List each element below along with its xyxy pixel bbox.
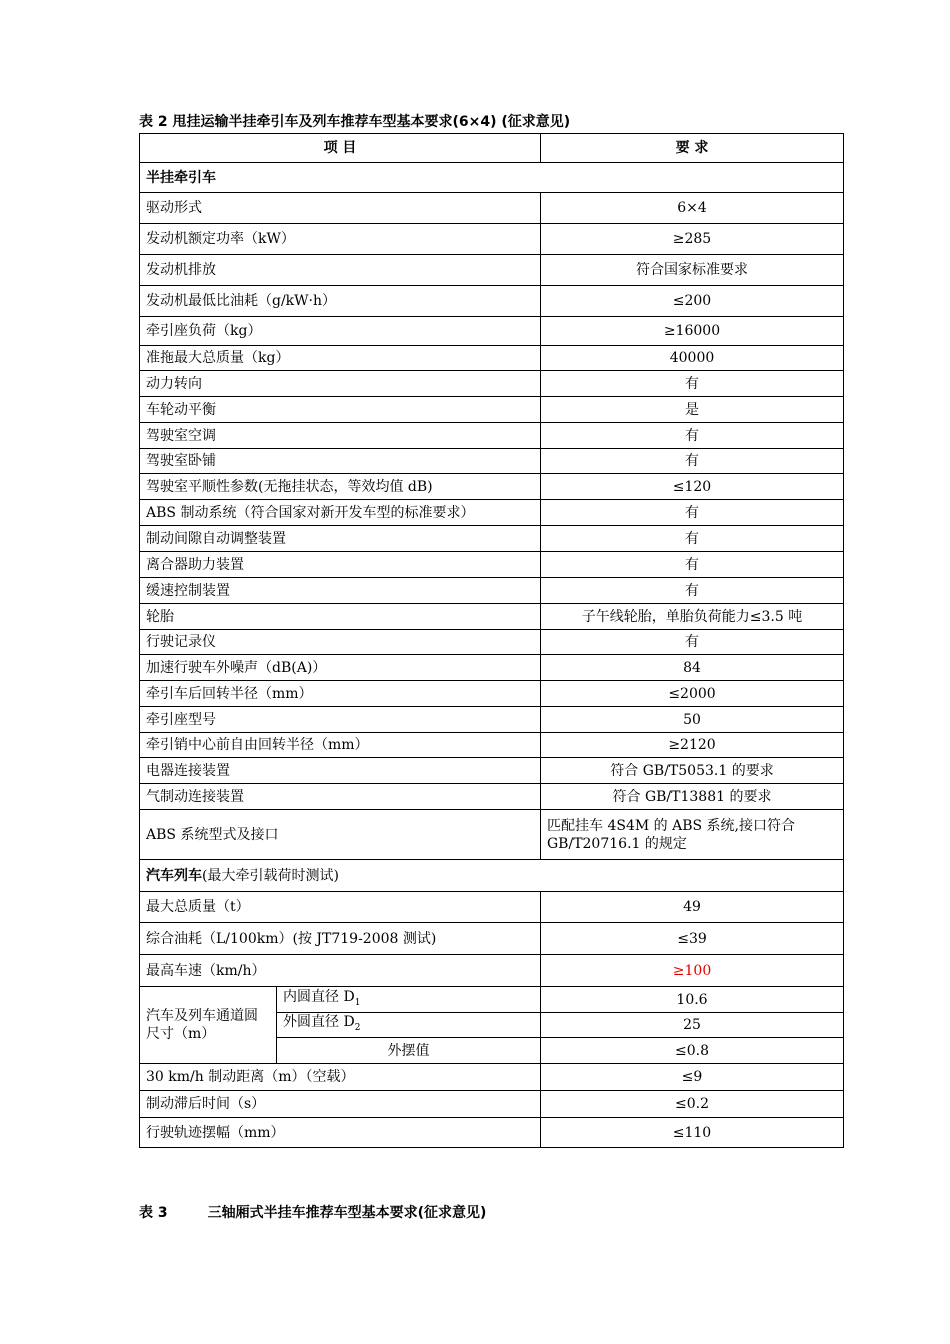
inner-circle-value: 10.6 (541, 987, 844, 1013)
table-row-max-speed (140, 955, 844, 987)
section-title-tractor: 半挂牵引车 (140, 163, 844, 193)
row-item: 30 km/h 制动距离（m）（空载） (140, 1064, 541, 1091)
table-row (140, 578, 844, 604)
row-requirement: 是 (541, 397, 844, 423)
row-item: 牵引座型号 (140, 707, 541, 733)
row-requirement: 有 (541, 423, 844, 449)
row-requirement: 84 (541, 655, 844, 681)
table-row (140, 474, 844, 500)
row-requirement: 有 (541, 500, 844, 526)
row-requirement: ≤9 (541, 1064, 844, 1091)
section-row-train (140, 860, 844, 892)
row-item: 牵引座负荷（kg） (140, 317, 541, 346)
table-row (140, 1118, 844, 1148)
row-requirement: 50 (541, 707, 844, 733)
table-row (140, 758, 844, 784)
row-item: 发动机额定功率（kW） (140, 224, 541, 255)
header-item: 项 目 (140, 134, 541, 163)
row-item: 发动机排放 (140, 255, 541, 286)
table-row (140, 892, 844, 923)
row-requirement: 符合 GB/T5053.1 的要求 (541, 758, 844, 784)
table-row (140, 526, 844, 552)
row-requirement: ≤200 (541, 286, 844, 317)
row-requirement: 6×4 (541, 193, 844, 224)
row-item: 电器连接装置 (140, 758, 541, 784)
table-row (140, 784, 844, 810)
table-row-inner-circle (140, 987, 844, 1013)
table-row (140, 317, 844, 346)
row-requirement: 40000 (541, 346, 844, 371)
row-requirement: ≥2120 (541, 733, 844, 758)
row-item: 牵引销中心前自由回转半径（mm） (140, 733, 541, 758)
row-requirement: 有 (541, 371, 844, 397)
swing-value: ≤0.8 (541, 1038, 844, 1064)
table-row (140, 707, 844, 733)
row-item: 加速行驶车外噪声（dB(A)） (140, 655, 541, 681)
row-requirement: 有 (541, 578, 844, 604)
section-row-tractor (140, 163, 844, 193)
table-row (140, 681, 844, 707)
row-requirement: 有 (541, 449, 844, 474)
outer-circle-value: 25 (541, 1013, 844, 1038)
table-row (140, 224, 844, 255)
table-row (140, 604, 844, 630)
row-item: 气制动连接装置 (140, 784, 541, 810)
row-item: 最高车速（km/h） (140, 955, 541, 987)
row-requirement: 子午线轮胎，单胎负荷能力≤3.5 吨 (541, 604, 844, 630)
table-row (140, 371, 844, 397)
row-item: 行驶轨迹摆幅（mm） (140, 1118, 541, 1148)
table3-caption: 表 3 三轴厢式半挂车推荐车型基本要求(征求意见) (139, 1205, 487, 1221)
row-requirement: 符合 GB/T13881 的要求 (541, 784, 844, 810)
row-requirement: 有 (541, 552, 844, 578)
table-row (140, 630, 844, 655)
row-requirement: ≤110 (541, 1118, 844, 1148)
row-item: 动力转向 (140, 371, 541, 397)
row-requirement: 49 (541, 892, 844, 923)
row-item: 驾驶室平顺性参数(无拖挂状态，等效均值 dB) (140, 474, 541, 500)
row-requirement: 匹配挂车 4S4M 的 ABS 系统,接口符合 GB/T20716.1 的规定 (541, 810, 844, 860)
row-item: 行驶记录仪 (140, 630, 541, 655)
row-requirement: ≤2000 (541, 681, 844, 707)
row-item: 制动间隙自动调整装置 (140, 526, 541, 552)
table-row (140, 655, 844, 681)
row-item: 驱动形式 (140, 193, 541, 224)
row-item: 发动机最低比油耗（g/kW·h） (140, 286, 541, 317)
table-header-row (140, 134, 844, 163)
row-requirement: ≤39 (541, 923, 844, 955)
table2-caption: 表 2 甩挂运输半挂牵引车及列车推荐车型基本要求(6×4) (征求意见) (139, 114, 571, 130)
row-item: 驾驶室空调 (140, 423, 541, 449)
table-row (140, 1091, 844, 1118)
row-requirement: 有 (541, 630, 844, 655)
row-requirement: ≥100 (541, 955, 844, 987)
table-row (140, 193, 844, 224)
table-row (140, 449, 844, 474)
row-requirement: ≤0.2 (541, 1091, 844, 1118)
row-item: 轮胎 (140, 604, 541, 630)
row-item: 准拖最大总质量（kg） (140, 346, 541, 371)
inner-circle-label: 内圆直径 $D_1$ (277, 987, 541, 1013)
row-item: ABS 制动系统（符合国家对新开发车型的标准要求） (140, 500, 541, 526)
table-row (140, 810, 844, 860)
table-row (140, 423, 844, 449)
table-row (140, 286, 844, 317)
row-item: 缓速控制装置 (140, 578, 541, 604)
swing-label: 外摆值 (277, 1038, 541, 1064)
table-row (140, 397, 844, 423)
table-row (140, 923, 844, 955)
row-requirement: ≥16000 (541, 317, 844, 346)
row-item: 最大总质量（t） (140, 892, 541, 923)
table-row (140, 733, 844, 758)
row-requirement: ≤120 (541, 474, 844, 500)
row-item: ABS 系统型式及接口 (140, 810, 541, 860)
row-item: 车轮动平衡 (140, 397, 541, 423)
section-title-train: 汽车列车(最大牵引载荷时测试) (140, 860, 844, 892)
row-requirement: 有 (541, 526, 844, 552)
table-row (140, 552, 844, 578)
row-item: 制动滞后时间（s） (140, 1091, 541, 1118)
row-item: 离合器助力装置 (140, 552, 541, 578)
spec-table (139, 133, 844, 1148)
outer-circle-label: 外圆直径 $D_2$ (277, 1013, 541, 1038)
header-requirement: 要 求 (541, 134, 844, 163)
table-row (140, 346, 844, 371)
row-item: 牵引车后回转半径（mm） (140, 681, 541, 707)
row-item: 综合油耗（L/100km）(按 JT719-2008 测试) (140, 923, 541, 955)
table-row (140, 255, 844, 286)
row-requirement: 符合国家标准要求 (541, 255, 844, 286)
table-row (140, 1064, 844, 1091)
table-row (140, 500, 844, 526)
circle-label: 汽车及列车通道圆尺寸（m） (140, 987, 277, 1064)
row-item: 驾驶室卧铺 (140, 449, 541, 474)
row-requirement: ≥285 (541, 224, 844, 255)
